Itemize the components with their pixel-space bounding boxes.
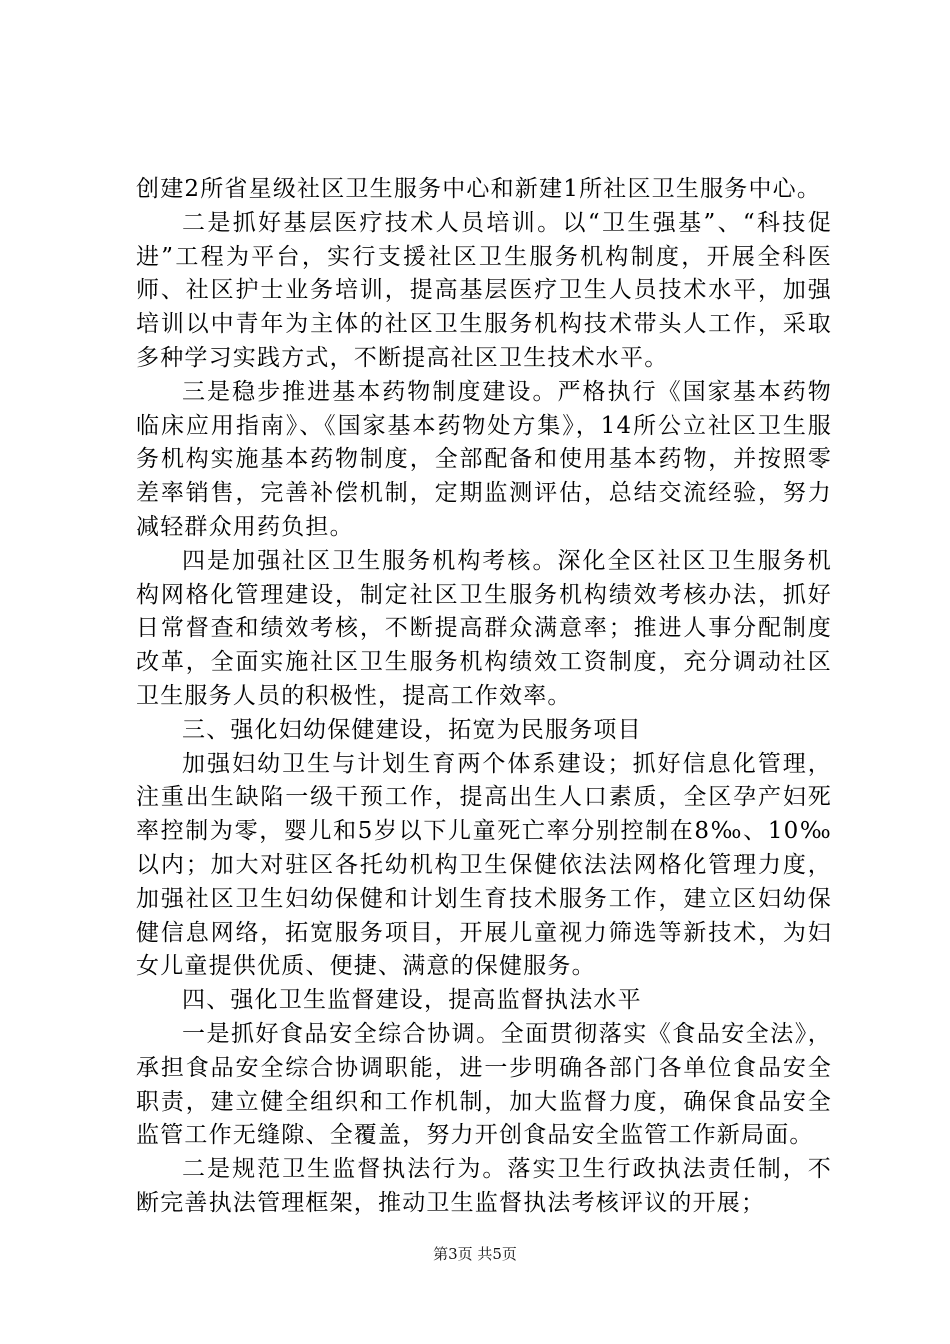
paragraph-6: 一是抓好食品安全综合协调。全面贯彻落实《食品安全法》，承担食品安全综合协调职能，进一步明确各部门各单位食品安全职责，建立健全组织和工作机制，加大监督力度，确保食品安全监管工作无缝隙、全覆盖，努力开创食品安全监管工作新局面。 bbox=[136, 1020, 832, 1149]
paragraph-2: 二是抓好基层医疗技术人员培训。以“卫生强基”、“科技促进”工程为平台，实行支援社区卫生服务机构制度，开展全科医师、社区护士业务培训，提高基层医疗卫生人员技术水平，加强培训以中青年为主体的社区卫生服务机构技术带头人工作，采取多种学习实践方式，不断提高社区卫生技术水平。 bbox=[136, 209, 832, 371]
paragraph-5: 加强妇幼卫生与计划生育两个体系建设；抓好信息化管理，注重出生缺陷一级干预工作，提高出生人口素质，全区孕产妇死率控制为零，婴儿和5岁以下儿童死亡率分别控制在8‰、10‰以内；加大对驻区各托幼机构卫生保健依法法网格化管理力度，加强社区卫生妇幼保健和计划生育技术服务工作，建立区妇幼保健信息网络，拓宽服务项目，开展儿童视力筛选等新技术，为妇女儿童提供优质、便捷、满意的保健服务。 bbox=[136, 750, 832, 980]
paragraph-1: 创建2所省星级社区卫生服务中心和新建1所社区卫生服务中心。 bbox=[136, 176, 822, 202]
paragraph-4: 四是加强社区卫生服务机构考核。深化全区社区卫生服务机构网格化管理建设，制定社区卫生服务机构绩效考核办法，抓好日常督查和绩效考核，不断提高群众满意率；推进人事分配制度改革，全面实施社区卫生服务机构绩效工资制度，充分调动社区卫生服务人员的积极性，提高工作效率。 bbox=[136, 547, 832, 709]
paragraph-7: 二是规范卫生监督执法行为。落实卫生行政执法责任制，不断完善执法管理框架，推动卫生监督执法考核评议的开展； bbox=[136, 1156, 832, 1216]
paragraph-3: 三是稳步推进基本药物制度建设。严格执行《国家基本药物临床应用指南》、《国家基本药物处方集》，14所公立社区卫生服务机构实施基本药物制度，全部配备和使用基本药物，并按照零差率销售，完善补偿机制，定期监测评估，总结交流经验，努力减轻群众用药负担。 bbox=[136, 378, 832, 540]
document-body bbox=[136, 173, 832, 1221]
section-heading-3: 三、强化妇幼保健建设，拓宽为民服务项目 bbox=[182, 716, 642, 743]
page-number-footer: 第3页 共5页 bbox=[433, 1245, 517, 1263]
section-heading-4: 四、强化卫生监督建设，提高监督执法水平 bbox=[182, 987, 642, 1014]
